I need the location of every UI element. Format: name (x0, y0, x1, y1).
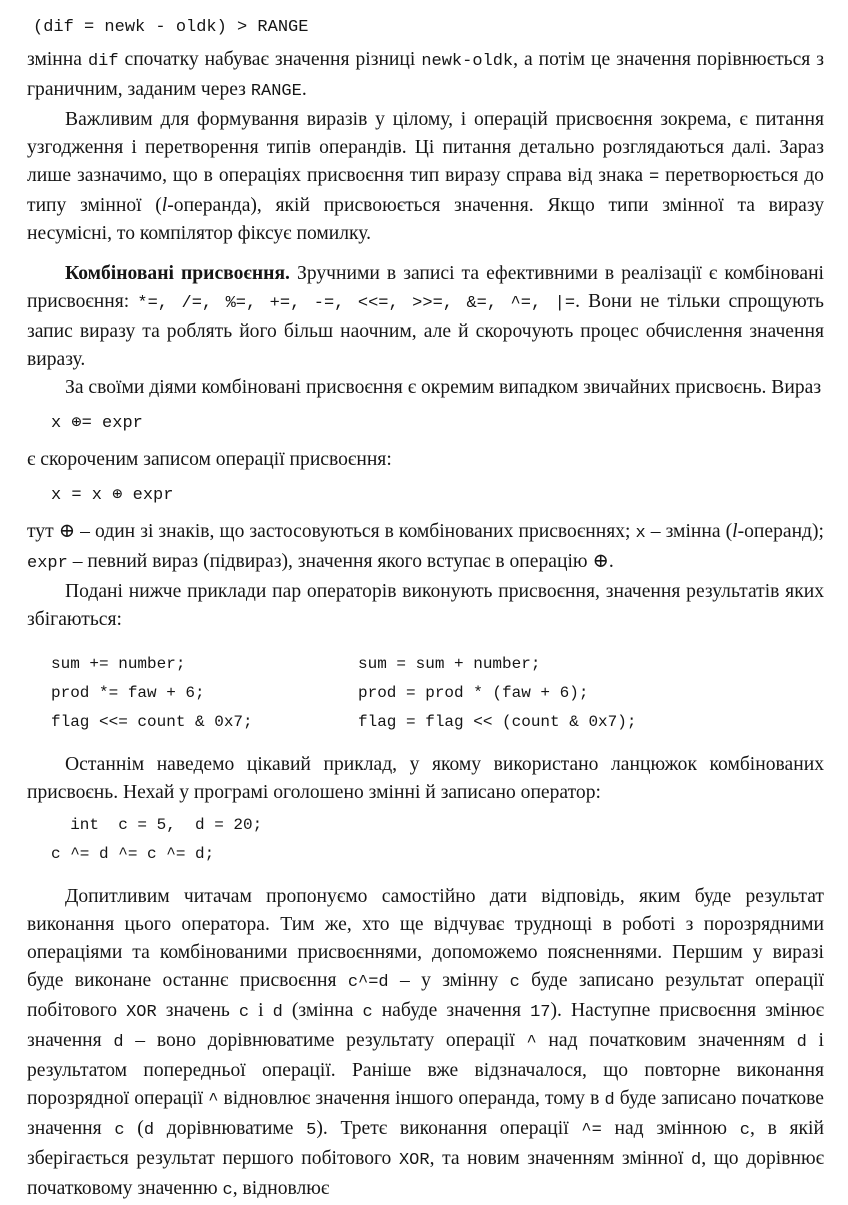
inline-code: c (222, 1181, 233, 1200)
text: (змінна (282, 1000, 363, 1021)
code-pair-right: sum = sum + number; (358, 655, 541, 673)
inline-code: d (796, 1033, 807, 1052)
code-block (51, 811, 824, 869)
paragraph-chain-example: Останнім наведемо цікавий приклад, у якому використано ланцюжок комбінованих присвоєнь. Нехай у програмі оголошено змінні й записано оператор: (27, 754, 824, 803)
inline-code: d (691, 1151, 702, 1170)
text: буде записано початкове значення (27, 1088, 825, 1139)
text: Важливим для формування виразів у цілому, і операцій присвоєння зокрема, є питання узгодження і перетворення типів операндів. Ці питання детально розглядаються далі. Зараз лише зазначимо, що в операціях присвоєння тип виразу справа від знака (27, 109, 824, 186)
code-pair-left: prod *= faw + 6; (51, 684, 205, 702)
text: і результатом попередньої операції. Раніше вже відзначалося, що повторне виконання порозрядної операції (27, 1030, 825, 1109)
text: ( (124, 1118, 144, 1139)
inline-code: d (604, 1091, 615, 1110)
code-pair-right: prod = prod * (faw + 6); (358, 684, 589, 702)
inline-code: 17 (530, 1003, 551, 1022)
code-pair-left: sum += number; (51, 655, 186, 673)
text: -операнда), якій присвоюється значення. Якщо типи змінної та виразу несумісні, то компілятор фіксує помилку. (27, 195, 825, 244)
inline-code: expr (27, 554, 68, 573)
text: значень (156, 1000, 239, 1021)
code-pair-right: flag = flag << (count & 0x7); (358, 713, 637, 731)
text: дорівнюватиме (154, 1118, 307, 1139)
code-line: c ^= d ^= c ^= d; (51, 845, 215, 863)
text: над змінною (601, 1118, 740, 1139)
text: Зручними в записі та ефективними в реалізації є комбіновані присвоєння: (27, 263, 824, 312)
inline-code: c (509, 973, 520, 992)
text: – певний вираз (підвираз), значення якого вступає в операцію ⊕. (67, 551, 614, 572)
text: над початковим значенням (536, 1030, 797, 1051)
text: змінна (27, 49, 88, 70)
paragraph-special-case: За своїми діями комбіновані присвоєння є окремим випадком звичайних присвоєнь. Вираз (65, 377, 822, 398)
text: . (301, 79, 307, 100)
inline-code: c (114, 1121, 125, 1140)
paragraph-shorthand: є скороченим записом операції присвоєння: (27, 449, 392, 470)
inline-code: ^= (581, 1121, 602, 1140)
text: ). Третє виконання операції (316, 1118, 582, 1139)
expression-short: x ⊕= expr (51, 414, 143, 433)
text: , що дорівнює початковому значенню (27, 1148, 824, 1199)
inline-code: 5 (306, 1121, 317, 1140)
text: , в якій зберігається результат першого побітового (27, 1118, 824, 1169)
text: Допитливим читачам пропонуємо самостійно дати відповідь, яким буде результат виконання цього оператора. Тим же, хто ще відчуває труднощі в роботі з порозрядними операціями та комбінованими присвоєннями, допоможемо поясненнями. Першим у виразі буде виконане останнє присвоєння (27, 886, 824, 991)
inline-code: d (143, 1121, 155, 1140)
code-line-top: (dif = newk - oldk) > RANGE (33, 18, 309, 37)
text: , відновлює (232, 1178, 330, 1199)
inline-code: XOR (126, 1003, 157, 1022)
inline-code: RANGE (250, 82, 302, 101)
italic-text: l (732, 521, 738, 542)
inline-code: = (648, 168, 660, 187)
text: ). Наступне присвоєння змінює значення (27, 1000, 824, 1051)
text: . Вони не тільки спрощують запис виразу та роблять його більш наочним, але й скорочують процес обчислення значення виразу. (27, 291, 824, 370)
code-pairs (51, 650, 824, 737)
text: відновлює значення іншого операнда, тому в (218, 1088, 605, 1109)
inline-code: c (362, 1003, 373, 1022)
text: тут ⊕ – один зі знаків, що застосовуються в комбінованих присвоєннях; (27, 521, 636, 542)
code-line: int c = 5, d = 20; (51, 816, 263, 834)
paragraph-examples-intro: Подані нижче приклади пар операторів виконують присвоєння, значення результатів яких збігаються: (27, 581, 824, 630)
inline-code: d (272, 1003, 283, 1022)
text: набуде значення (372, 1000, 531, 1021)
italic-text: l (161, 195, 168, 216)
paragraph-combined-assignment (27, 260, 824, 374)
inline-code: dif (87, 52, 119, 71)
text: – у змінну (388, 970, 510, 991)
inline-code: d (113, 1033, 124, 1052)
paragraph-where (27, 518, 824, 578)
section-heading: Комбіновані присвоєння. (65, 263, 290, 284)
inline-code: ^ (208, 1091, 219, 1110)
text: буде записано результат операції побітового (27, 970, 824, 1021)
paragraph-dif (27, 46, 824, 106)
inline-code: *=, /=, %=, +=, -=, <<=, >>=, &=, ^=, |= (137, 294, 576, 313)
inline-code: x (635, 524, 646, 543)
inline-code: newk-oldk (421, 52, 514, 71)
paragraph-type-conversion (27, 106, 824, 248)
text: -операнд); (737, 521, 824, 542)
text: перетворюється до типу змінної ( (27, 165, 824, 216)
text: – змінна ( (645, 521, 733, 542)
text: спочатку набуває значення різниці (118, 49, 422, 70)
expression-full: x = x ⊕ expr (51, 486, 174, 505)
code-pair-left: flag <<= count & 0x7; (51, 713, 253, 731)
inline-code: c (739, 1121, 750, 1140)
text: – воно дорівнюватиме результату операції (123, 1030, 527, 1051)
inline-code: c (238, 1003, 250, 1022)
paragraph-explanation (27, 883, 824, 1205)
inline-code: XOR (398, 1151, 430, 1170)
text: , та новим значенням змінної (429, 1148, 691, 1169)
text: , а потім це значення порівнюється з граничним, заданим через (27, 49, 825, 100)
inline-code: c^=d (347, 973, 389, 992)
inline-code: ^ (526, 1033, 537, 1052)
text: і (249, 1000, 273, 1021)
